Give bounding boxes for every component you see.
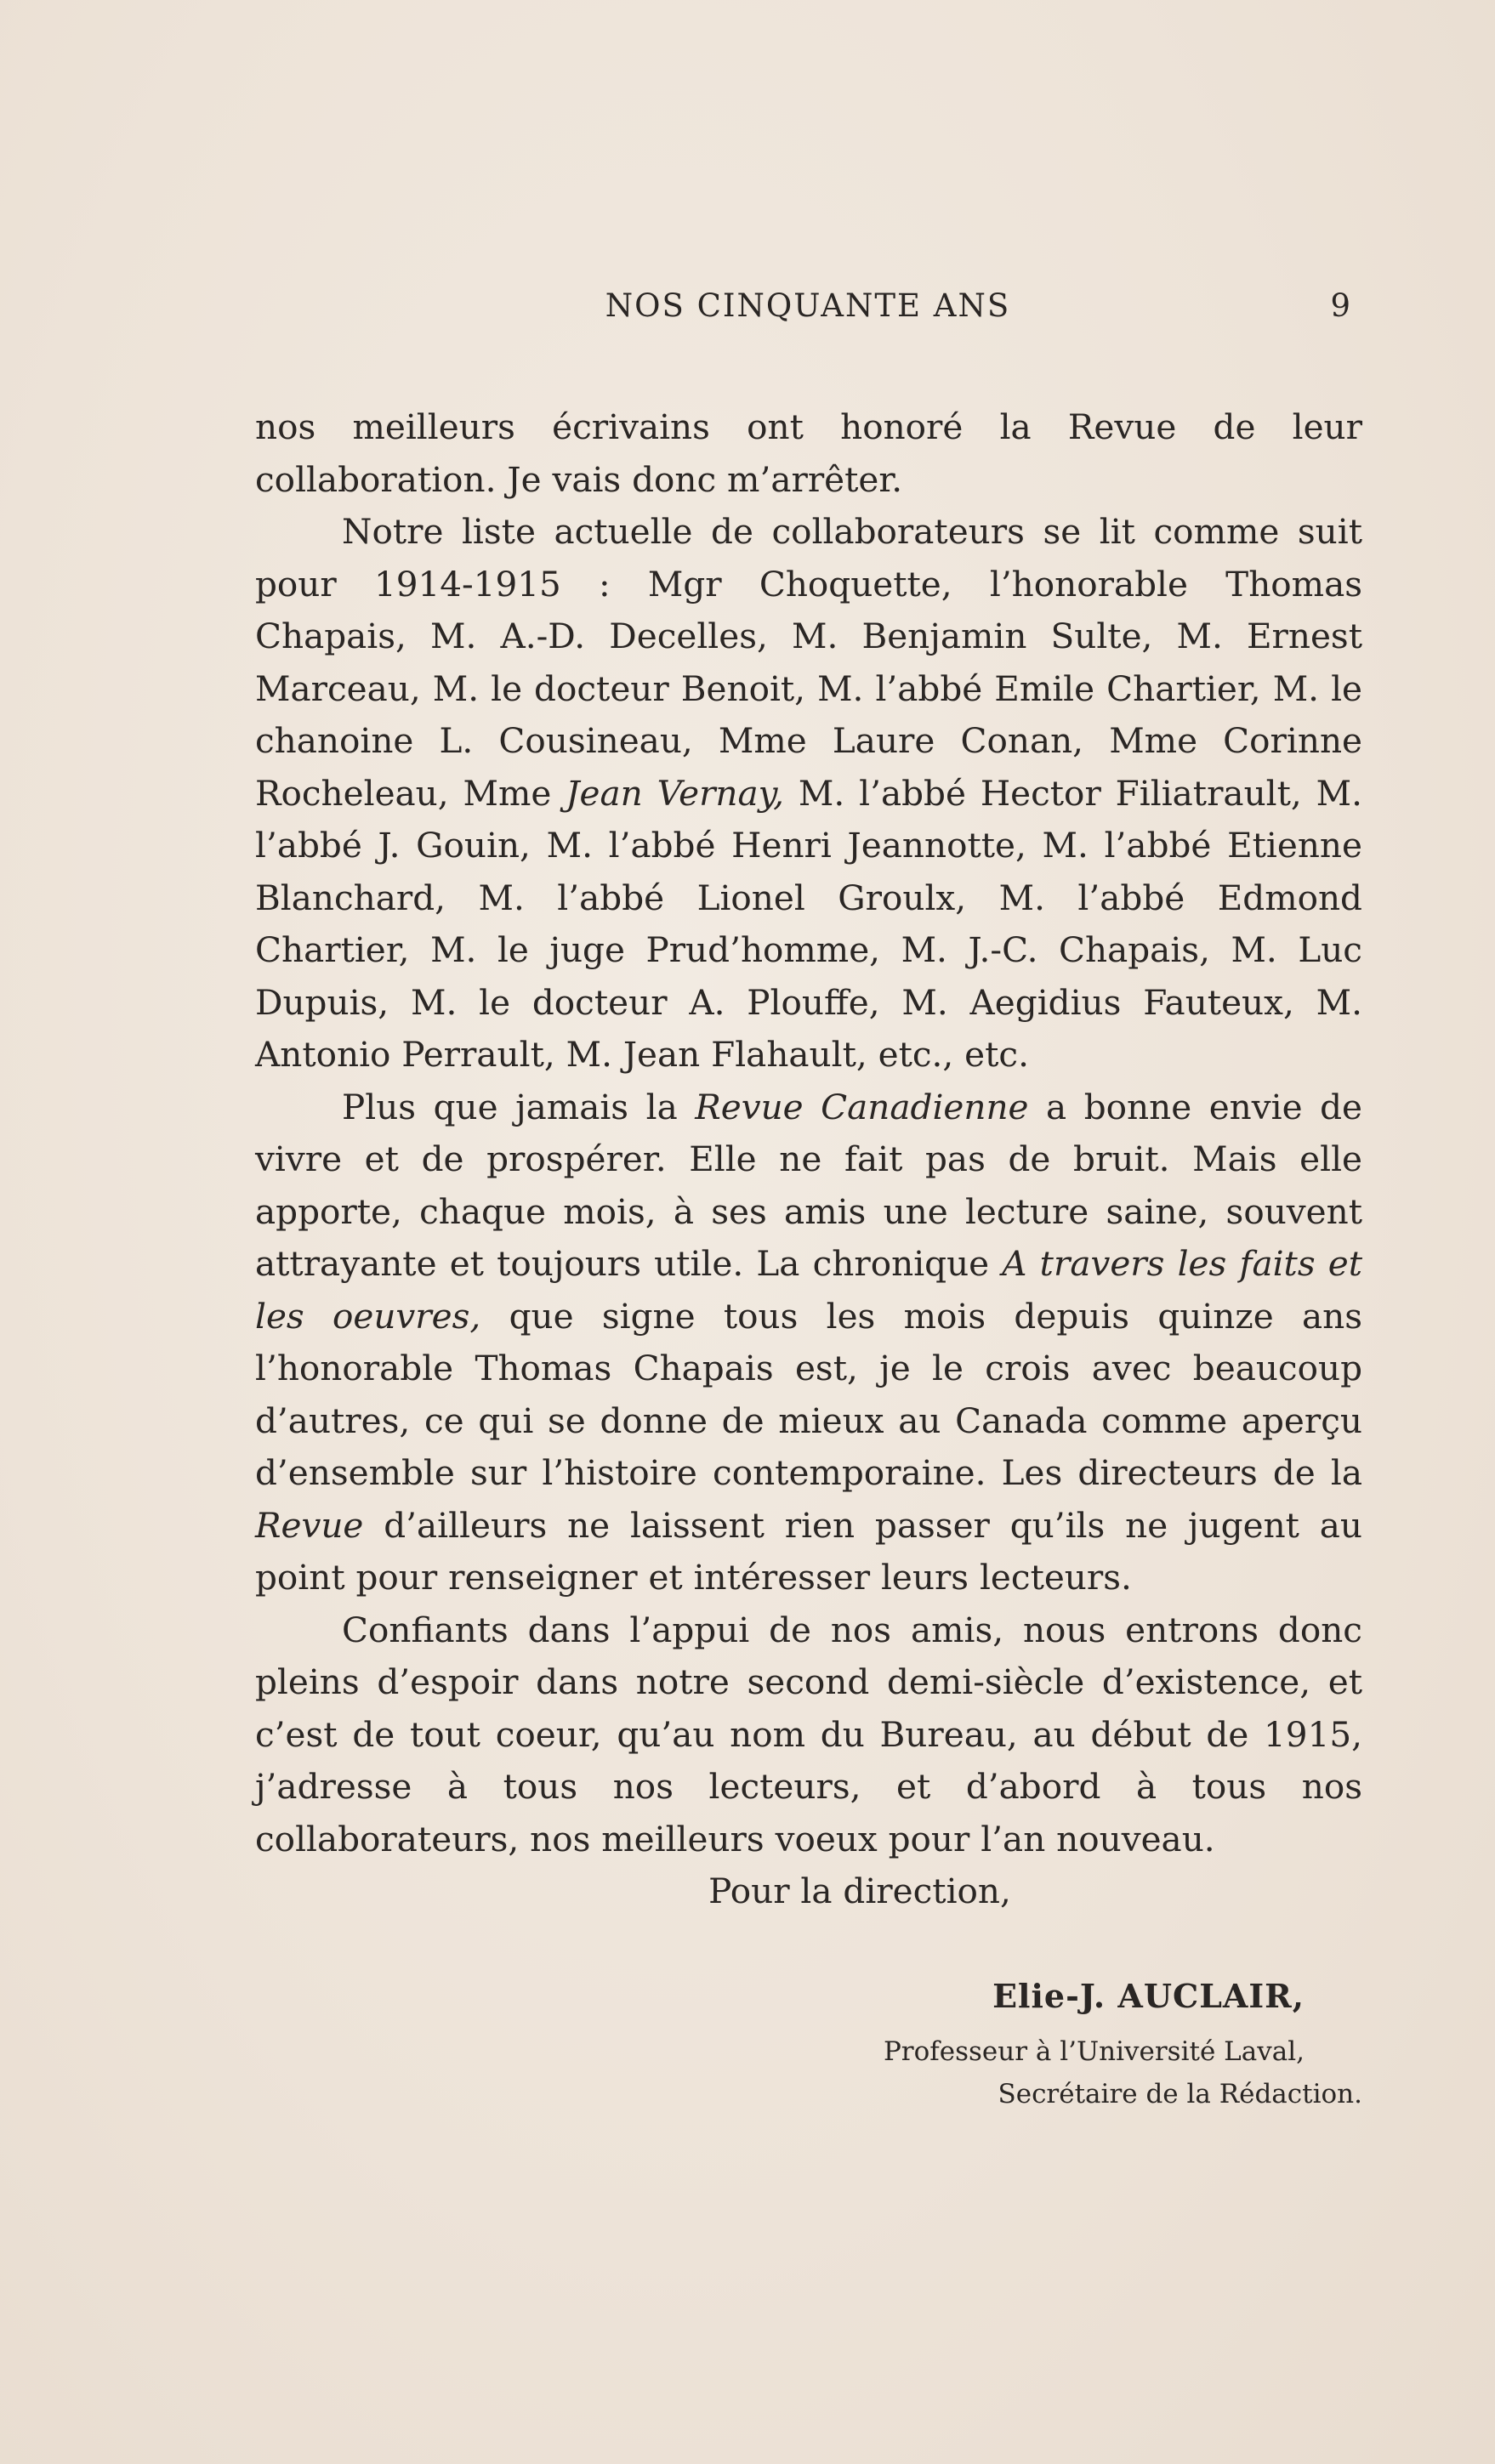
paragraph-3-text-b: a bonne envie de vivre et de prospérer. Elle ne fait pas de bruit. Mais elle apporte, chaque mois, à ses amis une lecture saine, souvent attrayante et toujours utile. La chronique (255, 1086, 1362, 1284)
paragraph-3-italic-3: Revue (255, 1504, 364, 1546)
paragraph-1-text: nos meilleurs écrivains ont honoré la Revue de leur collaboration. Je vais donc m’arrêter. (255, 406, 1362, 500)
closing-line: Pour la direction, (708, 1871, 1011, 1911)
paragraph-2-text-a: Notre liste actuelle de collaborateurs se lit comme suit pour 1914-1915 : Mgr Choquette, l’honorable Thomas Chapais, M. A.-D. Decelles, M. Benjamin Sulte, M. Ernest Marceau, M. le docteur Benoit, M. l’abbé Emile Chartier, M. le chanoine L. Cousineau, Mme Laure Conan, Mme Corinne Rocheleau, Mme (255, 511, 1362, 814)
signature-title-1: Professeur à l’Université Laval, (883, 2036, 1305, 2067)
paragraph-2-italic: Jean Vernay, (566, 772, 785, 814)
paragraph-4-text: Confiants dans l’appui de nos amis, nous entrons donc pleins d’espoir dans notre second demi-siècle d’existence, et c’est de tout coeur, qu’au nom du Bureau, au début de 1915, j’adresse à tous nos lecteurs, et d’abord à tous nos collaborateurs, nos meilleurs voeux pour l’an nouveau. (255, 1609, 1362, 1859)
paragraph-3 (255, 1082, 1362, 1604)
body-text (255, 401, 1362, 1865)
signature-title-2: Secrétaire de la Rédaction. (998, 2079, 1362, 2109)
paragraph-3-text-c: que signe tous les mois depuis quinze ans l’honorable Thomas Chapais est, je le crois avec beaucoup d’autres, ce qui se donne de mieux au Canada comme aperçu d’ensemble sur l’histoire contemporaine. Les directeurs de la (255, 1295, 1362, 1493)
signature-name: Elie-J. AUCLAIR, (992, 1977, 1305, 2015)
closing-block (255, 1871, 1362, 2109)
paragraph-3-italic-2: A travers les faits et les oeuvres, (255, 1243, 1362, 1337)
paragraph-3-italic-1: Revue Canadienne (695, 1086, 1029, 1127)
paragraph-1 (255, 401, 1362, 506)
page-header (255, 287, 1361, 335)
paragraph-3-text-a: Plus que jamais la (342, 1086, 696, 1127)
paragraph-2 (255, 506, 1362, 1082)
paragraph-3-text-d: d’ailleurs ne laissent rien passer qu’ils ne jugent au point pour renseigner et intéresser leurs lecteurs. (255, 1504, 1362, 1598)
paragraph-2-text-b: M. l’abbé Hector Filiatrault, M. l’abbé J. Gouin, M. l’abbé Henri Jeannotte, M. l’abbé Etienne Blanchard, M. l’abbé Lionel Groulx, M. l’abbé Edmond Chartier, M. le juge Prud’homme, M. J.-C. Chapais, M. Luc Dupuis, M. le docteur A. Plouffe, M. Aegidius Fauteux, M. Antonio Perrault, M. Jean Flahault, etc., etc. (255, 772, 1362, 1075)
running-title: NOS CINQUANTE ANS (605, 287, 1011, 324)
page-number: 9 (1330, 287, 1350, 324)
paragraph-4 (255, 1604, 1362, 1866)
